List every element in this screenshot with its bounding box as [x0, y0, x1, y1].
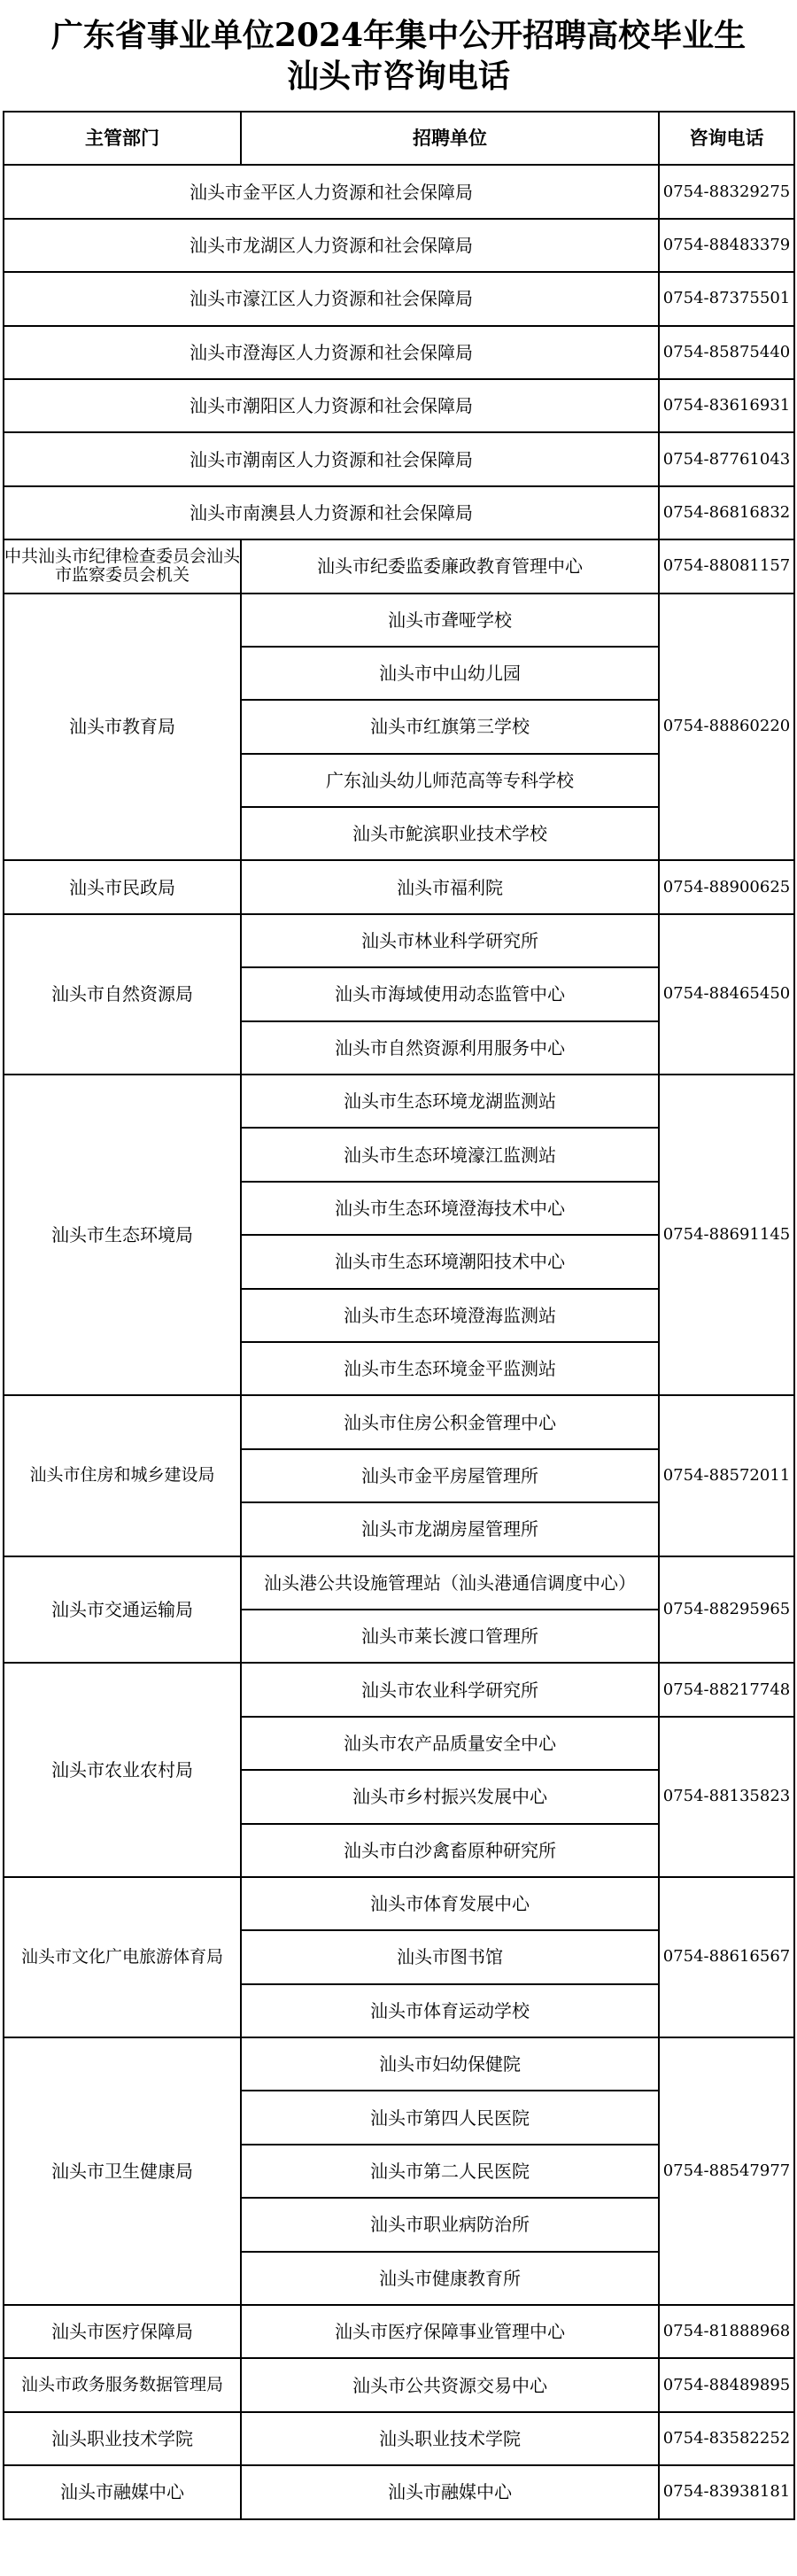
unit-cell: 汕头市中山幼儿园: [241, 647, 659, 700]
dept-cell: 汕头市生态环境局: [4, 1075, 241, 1395]
dept-cell: 汕头职业技术学院: [4, 2412, 241, 2465]
table-row: [4, 860, 794, 913]
table-row: [4, 432, 794, 485]
unit-cell: 广东汕头幼儿师范高等专科学校: [241, 754, 659, 807]
dept-cell: 汕头市医疗保障局: [4, 2305, 241, 2358]
unit-cell: 汕头市妇幼保健院: [241, 2037, 659, 2091]
dept-cell: 汕头市农业农村局: [4, 1663, 241, 1877]
unit-cell: 汕头市红旗第三学校: [241, 700, 659, 753]
table-row: [4, 2412, 794, 2465]
table-row: [4, 2305, 794, 2358]
unit-cell: 汕头市职业病防治所: [241, 2198, 659, 2251]
unit-cell: 汕头市南澳县人力资源和社会保障局: [4, 486, 659, 539]
unit-cell: 汕头市濠江区人力资源和社会保障局: [4, 272, 659, 325]
unit-cell: 汕头市健康教育所: [241, 2252, 659, 2305]
phone-cell: 0754-83616931: [659, 379, 794, 432]
table-row: [4, 379, 794, 432]
unit-cell: 汕头市第四人民医院: [241, 2091, 659, 2144]
phone-cell: 0754-88489895: [659, 2358, 794, 2411]
dept-cell: 汕头市交通运输局: [4, 1556, 241, 1664]
unit-cell: 汕头市融媒中心: [241, 2465, 659, 2518]
phone-cell: 0754-88616567: [659, 1877, 794, 2037]
dept-cell: 汕头市自然资源局: [4, 914, 241, 1075]
unit-cell: 汕头市图书馆: [241, 1930, 659, 1983]
header-unit: 招聘单位: [241, 112, 659, 165]
phone-cell: 0754-88900625: [659, 860, 794, 913]
phone-cell: 0754-88465450: [659, 914, 794, 1075]
unit-cell: 汕头市生态环境澄海技术中心: [241, 1182, 659, 1235]
unit-cell: 汕头市体育发展中心: [241, 1877, 659, 1930]
page-title: [0, 0, 797, 111]
unit-cell: 汕头市海域使用动态监管中心: [241, 967, 659, 1020]
unit-cell: 汕头市龙湖房屋管理所: [241, 1502, 659, 1556]
phone-cell: 0754-88217748: [659, 1663, 794, 1716]
unit-cell: 汕头港公共设施管理站（汕头港通信调度中心）: [241, 1556, 659, 1610]
unit-cell: 汕头市莱长渡口管理所: [241, 1610, 659, 1663]
unit-cell: 汕头市潮阳区人力资源和社会保障局: [4, 379, 659, 432]
table-row: [4, 1395, 794, 1448]
table-row: [4, 1663, 794, 1716]
unit-cell: 汕头职业技术学院: [241, 2412, 659, 2465]
unit-cell: 汕头市澄海区人力资源和社会保障局: [4, 326, 659, 379]
unit-cell: 汕头市自然资源利用服务中心: [241, 1021, 659, 1075]
header-dept: 主管部门: [4, 112, 241, 165]
table-row: [4, 1075, 794, 1128]
phone-cell: 0754-88295965: [659, 1556, 794, 1664]
unit-cell: 汕头市体育运动学校: [241, 1984, 659, 2037]
phone-cell: 0754-88081157: [659, 539, 794, 593]
header-phone: 咨询电话: [659, 112, 794, 165]
dept-cell: 汕头市教育局: [4, 594, 241, 861]
unit-cell: 汕头市农业科学研究所: [241, 1663, 659, 1716]
phone-cell: 0754-86816832: [659, 486, 794, 539]
header-row: [4, 112, 794, 165]
unit-cell: 汕头市金平区人力资源和社会保障局: [4, 165, 659, 218]
unit-cell: 汕头市生态环境濠江监测站: [241, 1128, 659, 1181]
phone-cell: 0754-88572011: [659, 1395, 794, 1556]
phone-cell: 0754-87761043: [659, 432, 794, 485]
unit-cell: 汕头市聋哑学校: [241, 594, 659, 647]
table-row: [4, 2465, 794, 2518]
table-row: [4, 326, 794, 379]
unit-cell: 汕头市金平房屋管理所: [241, 1449, 659, 1502]
phone-cell: 0754-88135823: [659, 1717, 794, 1877]
unit-cell: 汕头市鮀滨职业技术学校: [241, 807, 659, 860]
table-row: [4, 219, 794, 272]
phone-cell: 0754-88483379: [659, 219, 794, 272]
dept-cell: 汕头市民政局: [4, 860, 241, 913]
dept-cell: 汕头市文化广电旅游体育局: [4, 1877, 241, 2037]
unit-cell: 汕头市生态环境金平监测站: [241, 1342, 659, 1395]
phone-cell: 0754-88329275: [659, 165, 794, 218]
dept-cell: 汕头市政务服务数据管理局: [4, 2358, 241, 2411]
phone-cell: 0754-83938181: [659, 2465, 794, 2518]
phone-cell: 0754-88547977: [659, 2037, 794, 2305]
unit-cell: 汕头市生态环境龙湖监测站: [241, 1075, 659, 1128]
dept-cell: 汕头市卫生健康局: [4, 2037, 241, 2305]
contact-table: [3, 111, 795, 2520]
table-row: [4, 1556, 794, 1610]
table-row: [4, 486, 794, 539]
unit-cell: 汕头市医疗保障事业管理中心: [241, 2305, 659, 2358]
table-row: [4, 539, 794, 593]
phone-cell: 0754-81888968: [659, 2305, 794, 2358]
title-line-1: 广东省事业单位2024年集中公开招聘高校毕业生: [50, 17, 747, 54]
table-row: [4, 2358, 794, 2411]
phone-cell: 0754-83582252: [659, 2412, 794, 2465]
unit-cell: 汕头市龙湖区人力资源和社会保障局: [4, 219, 659, 272]
unit-cell: 汕头市公共资源交易中心: [241, 2358, 659, 2411]
phone-cell: 0754-88691145: [659, 1075, 794, 1395]
unit-cell: 汕头市住房公积金管理中心: [241, 1395, 659, 1448]
dept-cell: 中共汕头市纪律检查委员会汕头市监察委员会机关: [4, 539, 241, 593]
unit-cell: 汕头市第二人民医院: [241, 2145, 659, 2198]
phone-cell: 0754-87375501: [659, 272, 794, 325]
unit-cell: 汕头市生态环境澄海监测站: [241, 1289, 659, 1342]
dept-cell: 汕头市住房和城乡建设局: [4, 1395, 241, 1556]
table-row: [4, 165, 794, 218]
unit-cell: 汕头市乡村振兴发展中心: [241, 1770, 659, 1823]
unit-cell: 汕头市白沙禽畜原种研究所: [241, 1824, 659, 1877]
unit-cell: 汕头市潮南区人力资源和社会保障局: [4, 432, 659, 485]
table-row: [4, 914, 794, 967]
phone-cell: 0754-88860220: [659, 594, 794, 861]
unit-cell: 汕头市生态环境潮阳技术中心: [241, 1235, 659, 1288]
dept-cell: 汕头市融媒中心: [4, 2465, 241, 2518]
unit-cell: 汕头市农产品质量安全中心: [241, 1717, 659, 1770]
unit-cell: 汕头市林业科学研究所: [241, 914, 659, 967]
table-row: [4, 1877, 794, 1930]
unit-cell: 汕头市纪委监委廉政教育管理中心: [241, 539, 659, 593]
table-row: [4, 594, 794, 647]
table-row: [4, 272, 794, 325]
phone-cell: 0754-85875440: [659, 326, 794, 379]
title-line-2: 汕头市咨询电话: [286, 58, 510, 95]
unit-cell: 汕头市福利院: [241, 860, 659, 913]
table-row: [4, 2037, 794, 2091]
